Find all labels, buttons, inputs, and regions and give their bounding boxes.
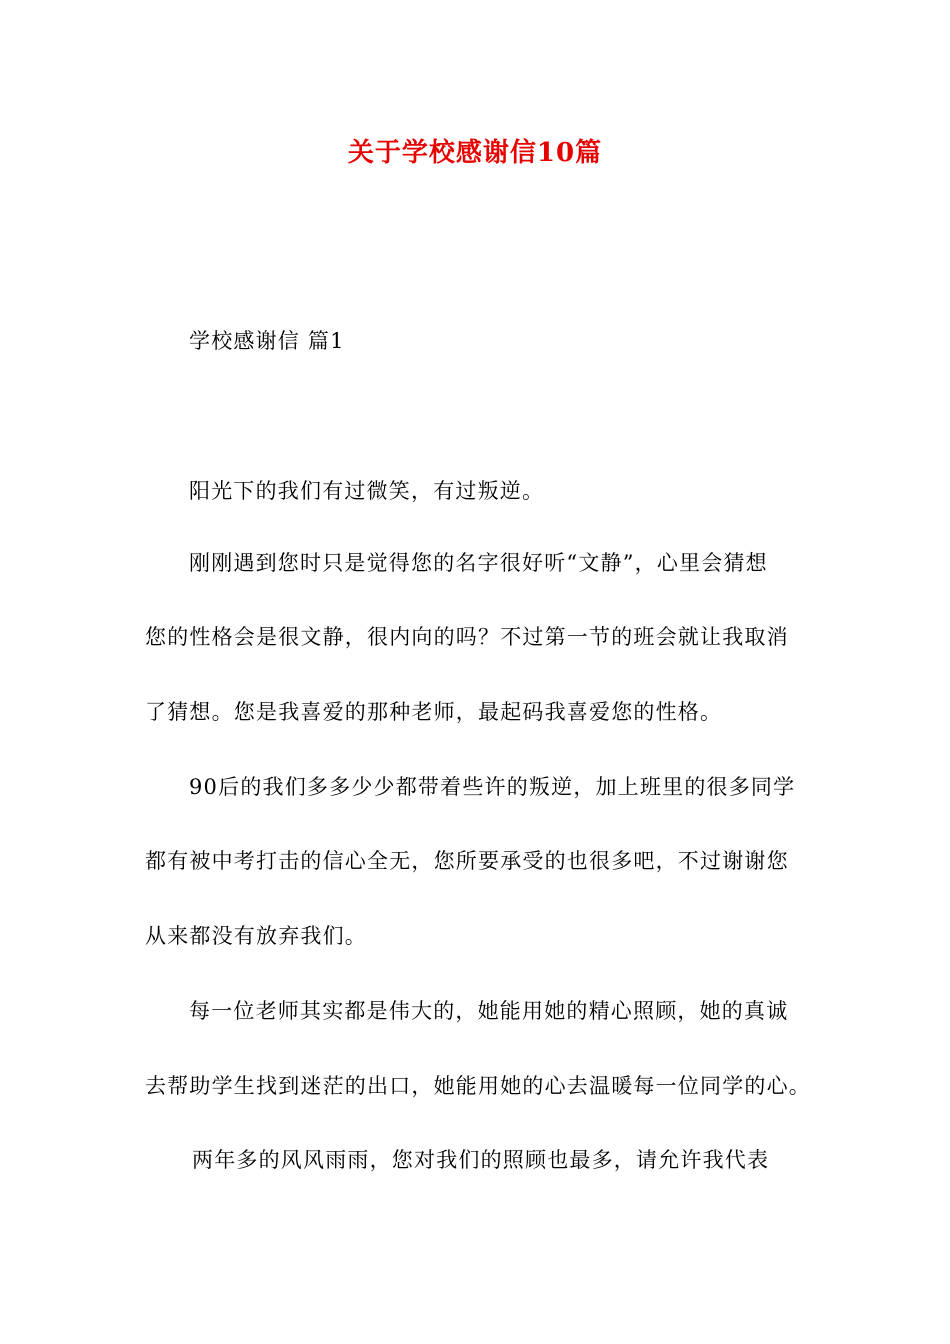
paragraph-line-2: 刚刚遇到您时只是觉得您的名字很好听“文静”，心里会猜想 — [189, 551, 768, 575]
paragraph-line-5: 90后的我们多多少少都带着些许的叛逆，加上班里的很多同学 — [189, 775, 796, 799]
paragraph-line-4: 了猜想。您是我喜爱的那种老师，最起码我喜爱您的性格。 — [145, 700, 723, 724]
paragraph-line-8: 每一位老师其实都是伟大的，她能用她的精心照顾，她的真诚 — [189, 999, 789, 1023]
document-title: 关于学校感谢信10篇 — [347, 138, 603, 168]
paragraph-line-3: 您的性格会是很文静，很内向的吗？不过第一节的班会就让我取消 — [145, 625, 789, 649]
paragraph-line-7: 从来都没有放弃我们。 — [145, 924, 367, 948]
paragraph-line-9: 去帮助学生找到迷茫的出口，她能用她的心去温暖每一位同学的心。 — [145, 1074, 811, 1098]
paragraph-line-1: 阳光下的我们有过微笑，有过叛逆。 — [189, 479, 545, 503]
section-heading: 学校感谢信 篇1 — [189, 329, 345, 353]
paragraph-line-6: 都有被中考打击的信心全无，您所要承受的也很多吧，不过谢谢您 — [145, 849, 789, 873]
paragraph-line-10: 两年多的风风雨雨，您对我们的照顾也最多，请允许我代表 — [192, 1148, 770, 1172]
